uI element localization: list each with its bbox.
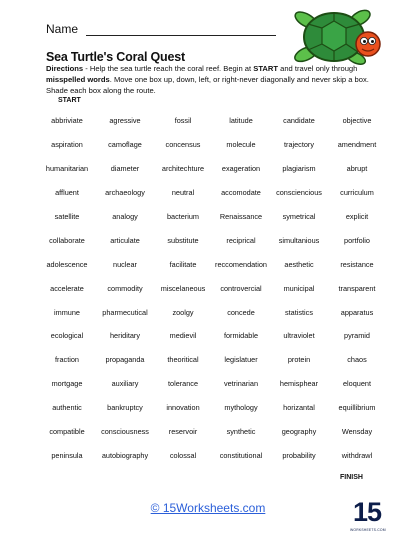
logo-subtext: WORKSHEETS.COM	[350, 528, 386, 532]
grid-cell[interactable]: constitutional	[219, 450, 263, 460]
grid-cell[interactable]: accomodate	[221, 188, 261, 198]
grid-cell[interactable]: resistance	[340, 259, 374, 269]
grid-cell[interactable]: innovation	[166, 403, 200, 413]
site-logo	[350, 496, 384, 536]
grid-cell[interactable]: vetrinarian	[223, 379, 259, 389]
grid-cell[interactable]: portfolio	[344, 235, 370, 245]
grid-cell[interactable]: immune	[54, 307, 80, 317]
grid-cell[interactable]: transparent	[338, 283, 376, 293]
grid-cell[interactable]: candidate	[283, 116, 315, 126]
grid-cell[interactable]: mortgage	[51, 379, 83, 389]
grid-cell[interactable]: probability	[282, 450, 316, 460]
grid-cell[interactable]: reccomendation	[215, 259, 267, 269]
grid-cell[interactable]: amendment	[337, 140, 377, 150]
grid-cell[interactable]: latitude	[229, 116, 253, 126]
grid-cell[interactable]: nuclear	[113, 259, 137, 269]
directions-misspelled: misspelled words	[46, 75, 110, 84]
directions-start-word: START	[253, 64, 278, 73]
grid-cell[interactable]: eloquent	[343, 379, 371, 389]
grid-cell[interactable]: Renaissance	[219, 212, 263, 221]
grid-cell[interactable]: equillibrium	[338, 403, 376, 413]
grid-cell[interactable]: consciencious	[276, 188, 322, 198]
grid-cell[interactable]: apparatus	[340, 307, 374, 317]
directions-text	[46, 63, 376, 96]
grid-cell[interactable]: ultraviolet	[283, 331, 315, 341]
grid-cell[interactable]: analogy	[112, 212, 138, 221]
grid-cell[interactable]: heriditary	[109, 331, 140, 341]
grid-cell[interactable]: concede	[227, 307, 255, 317]
grid-cell[interactable]: simultanious	[278, 235, 320, 245]
grid-cell[interactable]: propaganda	[105, 355, 145, 365]
grid-cell[interactable]: fossil	[174, 116, 192, 126]
grid-cell[interactable]: chaos	[347, 355, 367, 365]
grid-cell[interactable]: explicit	[345, 212, 369, 221]
finish-label: FINISH	[340, 474, 363, 481]
worksheet-title: Sea Turtle's Coral Quest	[46, 50, 185, 64]
grid-cell[interactable]: collaborate	[49, 235, 85, 245]
grid-cell[interactable]: synthetic	[226, 427, 256, 437]
grid-cell[interactable]: archaeology	[105, 188, 145, 198]
grid-cell[interactable]: fraction	[55, 355, 79, 365]
grid-cell[interactable]: formidable	[223, 331, 259, 341]
grid-cell[interactable]: exageration	[221, 164, 261, 174]
grid-cell[interactable]: abrupt	[346, 164, 368, 174]
grid-cell[interactable]: zoolgy	[172, 307, 194, 317]
grid-cell[interactable]: molecule	[226, 140, 256, 150]
logo-number: 15	[352, 497, 382, 527]
start-label: START	[58, 97, 81, 104]
grid-cell[interactable]: aspiration	[51, 140, 83, 150]
grid-cell[interactable]: satellite	[54, 212, 80, 221]
name-row	[46, 22, 276, 36]
grid-cell[interactable]: commodity	[107, 283, 143, 293]
grid-cell[interactable]: medievil	[169, 331, 197, 341]
grid-cell[interactable]: consciousness	[101, 427, 149, 437]
grid-cell[interactable]: auxiliary	[111, 379, 139, 389]
grid-cell[interactable]: compatible	[49, 427, 85, 437]
footer-link[interactable]: © 15Worksheets.com	[150, 501, 266, 515]
grid-cell[interactable]: humanitarian	[45, 164, 89, 174]
grid-cell[interactable]: substitute	[167, 235, 199, 245]
grid-cell[interactable]: curriculum	[340, 188, 374, 198]
turtle-illustration	[292, 4, 384, 68]
grid-cell[interactable]: horizantal	[283, 403, 315, 413]
grid-cell[interactable]: protein	[287, 355, 311, 365]
grid-cell[interactable]: symetrical	[282, 212, 316, 221]
directions-part-3: . Move one box up, down, left, or right-never diagonally and never skip a box. Shade each box along the route.	[46, 75, 369, 95]
grid-cell[interactable]: agressive	[109, 116, 141, 126]
grid-cell[interactable]: bankruptcy	[107, 403, 143, 413]
grid-cell[interactable]: ecological	[50, 331, 84, 341]
grid-cell[interactable]: neutral	[171, 188, 195, 198]
grid-cell[interactable]: abbriviate	[51, 116, 83, 126]
grid-cell[interactable]: geography	[281, 427, 317, 437]
directions-part-1: - Help the sea turtle reach the coral reef. Begin at	[83, 64, 254, 73]
grid-cell[interactable]: trajectory	[283, 140, 314, 150]
grid-cell[interactable]: facilitate	[169, 259, 197, 269]
grid-cell[interactable]: adolescence	[46, 259, 88, 269]
grid-cell[interactable]: diameter	[110, 164, 140, 174]
grid-cell[interactable]: withdrawl	[341, 450, 373, 460]
grid-cell[interactable]: colossal	[169, 450, 197, 460]
grid-cell[interactable]: pyramid	[344, 331, 370, 341]
grid-cell[interactable]: autobiography	[101, 450, 149, 460]
grid-cell[interactable]: bacterium	[166, 212, 200, 221]
name-field[interactable]	[86, 24, 276, 36]
grid-cell[interactable]: tolerance	[167, 379, 199, 389]
grid-cell[interactable]: Wensday	[341, 427, 373, 437]
grid-cell[interactable]: pharmecutical	[102, 307, 148, 317]
grid-cell[interactable]: affluent	[55, 188, 79, 198]
directions-label: Directions	[46, 64, 84, 73]
grid-cell[interactable]: statistics	[285, 307, 313, 317]
directions-part-2: and travel only through	[278, 64, 358, 73]
grid-cell[interactable]: reservoir	[168, 427, 198, 437]
grid-cell[interactable]: architechture	[161, 164, 205, 174]
grid-cell[interactable]: camoflage	[108, 140, 142, 150]
word-grid	[38, 109, 386, 467]
grid-cell[interactable]: miscelaneous	[160, 283, 206, 293]
grid-cell[interactable]: plagiarism	[282, 164, 316, 174]
grid-cell[interactable]: mythology	[224, 403, 258, 413]
grid-cell[interactable]: peninsula	[51, 450, 83, 460]
grid-cell[interactable]: theoritical	[167, 355, 199, 365]
grid-cell[interactable]: accelerate	[50, 283, 84, 293]
grid-cell[interactable]: authentic	[52, 403, 82, 413]
grid-cell[interactable]: articulate	[110, 235, 140, 245]
grid-cell[interactable]: municipal	[283, 283, 315, 293]
grid-cell[interactable]: concensus	[165, 140, 201, 150]
grid-cell[interactable]: hemisphear	[279, 379, 319, 389]
grid-cell[interactable]: reciprical	[226, 235, 256, 245]
grid-cell[interactable]: controvercial	[220, 283, 262, 293]
name-label: Name	[46, 22, 79, 36]
grid-cell[interactable]: aesthetic	[284, 259, 314, 269]
grid-cell[interactable]: objective	[342, 116, 372, 126]
grid-cell[interactable]: legislatuer	[224, 355, 258, 365]
